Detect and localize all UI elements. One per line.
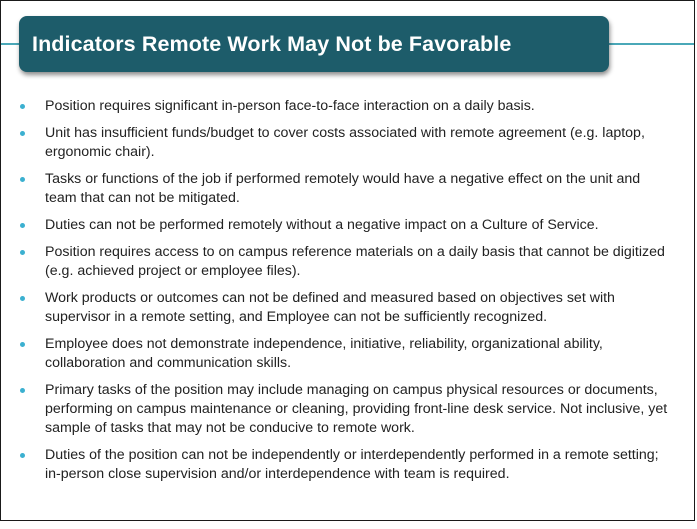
- title-rule-right: [607, 43, 694, 45]
- bullet-item: [18, 216, 668, 235]
- bullet-text: Employee does not demonstrate independence, initiative, reliability, organizational ability, collaboration and communication skills.: [45, 336, 603, 371]
- title-banner: [19, 16, 609, 72]
- bullet-list: [18, 97, 668, 492]
- bullet-text: Primary tasks of the position may include managing on campus physical resources or documents, performing on campus maintenance or cleaning, providing front-line desk service. Not inclusive, yet sample of tasks that may not be conducive to remote work.: [45, 382, 668, 436]
- bullet-item: [18, 446, 668, 484]
- bullet-item: [18, 97, 668, 116]
- bullet-dot-icon: [20, 453, 25, 458]
- bullet-text: Duties can not be performed remotely without a negative impact on a Culture of Service.: [45, 217, 599, 233]
- bullet-item: [18, 124, 668, 162]
- bullet-item: [18, 170, 668, 208]
- bullet-dot-icon: [20, 250, 25, 255]
- bullet-dot-icon: [20, 104, 25, 109]
- bullet-text: Unit has insufficient funds/budget to cover costs associated with remote agreement (e.g. laptop, ergonomic chair).: [45, 125, 645, 160]
- bullet-dot-icon: [20, 342, 25, 347]
- bullet-item: [18, 243, 668, 281]
- bullet-item: [18, 381, 668, 438]
- slide-title: Indicators Remote Work May Not be Favorable: [32, 31, 512, 56]
- bullet-dot-icon: [20, 223, 25, 228]
- bullet-text: Duties of the position can not be independently or interdependently performed in a remote setting; in-person close supervision and/or interdependence with team is required.: [45, 447, 659, 482]
- bullet-dot-icon: [20, 177, 25, 182]
- bullet-dot-icon: [20, 296, 25, 301]
- bullet-dot-icon: [20, 388, 25, 393]
- bullet-text: Position requires significant in-person face-to-face interaction on a daily basis.: [45, 98, 535, 114]
- bullet-dot-icon: [20, 131, 25, 136]
- bullet-item: [18, 335, 668, 373]
- bullet-text: Work products or outcomes can not be defined and measured based on objectives set with supervisor in a remote setting, and Employee can not be sufficiently recognized.: [45, 290, 615, 325]
- bullet-text: Tasks or functions of the job if performed remotely would have a negative effect on the unit and team that can not be mitigated.: [45, 171, 641, 206]
- bullet-text: Position requires access to on campus reference materials on a daily basis that cannot be digitized (e.g. achieved project or employee files).: [45, 244, 665, 279]
- bullet-item: [18, 289, 668, 327]
